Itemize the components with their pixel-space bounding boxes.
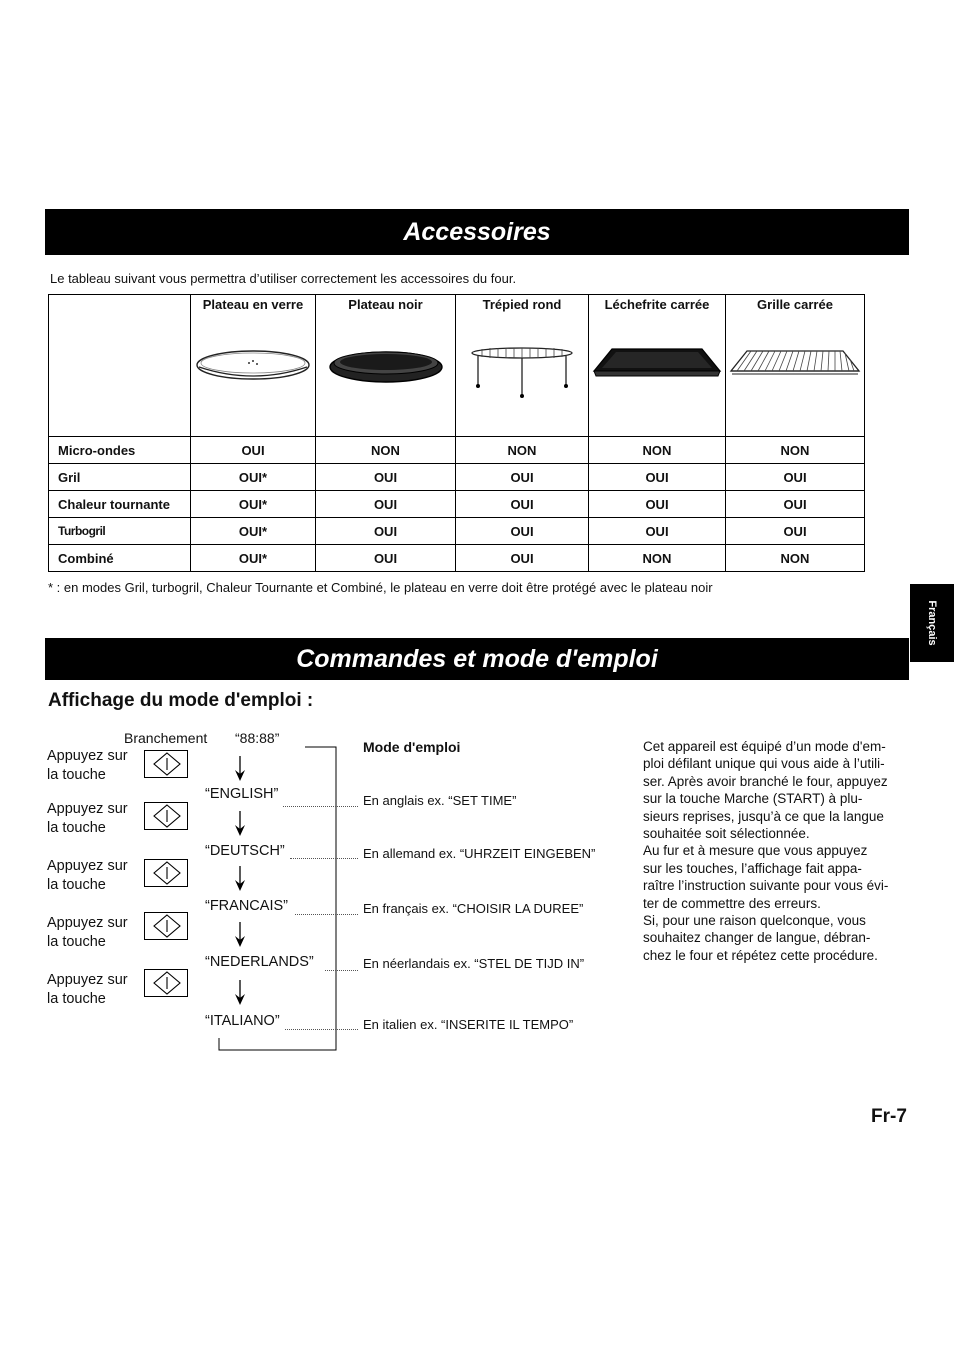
press-text: Appuyez sur: [47, 801, 128, 817]
square-pan-icon: [592, 343, 722, 383]
table-cell: OUI: [456, 491, 589, 518]
start-button[interactable]: [144, 802, 188, 830]
example-deutsch: En allemand ex. “UHRZEIT EINGEBEN”: [363, 846, 596, 861]
description-line: raître l’instruction suivante pour vous évi-: [643, 878, 889, 894]
press-text: la touche: [47, 767, 106, 783]
press-text: Appuyez sur: [47, 972, 128, 988]
table-cell: NON: [316, 437, 456, 464]
dotted-leader: [283, 806, 358, 807]
press-text: Appuyez sur: [47, 748, 128, 764]
commandes-title: Commandes et mode d'emploi: [45, 638, 909, 680]
press-text: Appuyez sur: [47, 915, 128, 931]
description-line: Cet appareil est équipé d’un mode d'em-: [643, 739, 886, 754]
lang-nederlands: “NEDERLANDS”: [205, 954, 314, 970]
col-header: Léchefrite carrée: [604, 297, 710, 312]
press-instruction: [47, 800, 128, 838]
col-plateau-noir: [316, 295, 456, 437]
col-trepied-rond: [456, 295, 589, 437]
example-english: En anglais ex. “SET TIME”: [363, 793, 517, 808]
table-cell: OUI: [316, 491, 456, 518]
table-cell: NON: [726, 545, 865, 572]
down-arrow-icon: [233, 811, 247, 837]
display-initial: “88:88”: [235, 730, 280, 746]
table-cell: OUI: [589, 491, 726, 518]
down-arrow-icon: [233, 922, 247, 948]
accessoires-title: Accessoires: [45, 209, 909, 255]
table-footnote: * : en modes Gril, turbogril, Chaleur Tournante et Combiné, le plateau en verre doit être protégé avec le plateau noir: [48, 580, 713, 595]
round-rack-icon: [468, 343, 576, 399]
mode-emploi-header: Mode d'emploi: [363, 739, 461, 755]
down-arrow-icon: [233, 980, 247, 1006]
table-cell: OUI: [726, 518, 865, 545]
down-arrow-icon: [233, 756, 247, 782]
table-row: [49, 437, 865, 464]
table-cell: OUI: [316, 518, 456, 545]
side-tab-label: Français: [926, 600, 938, 646]
start-diamond-icon: [151, 860, 183, 886]
square-grill-icon: [729, 343, 861, 383]
black-tray-icon: [328, 343, 444, 387]
table-row: [49, 464, 865, 491]
table-cell: OUI*: [191, 491, 316, 518]
table-cell: OUI: [316, 464, 456, 491]
lang-english: “ENGLISH”: [205, 786, 279, 802]
table-cell: OUI: [456, 518, 589, 545]
dotted-leader: [325, 970, 358, 971]
start-diamond-icon: [151, 803, 183, 829]
dotted-leader: [285, 1029, 358, 1030]
description-line: souhaitée soit sélectionnée.: [643, 826, 810, 842]
table-cell: OUI*: [191, 518, 316, 545]
col-header: Plateau noir: [348, 297, 423, 312]
table-cell: OUI: [726, 491, 865, 518]
page-number: Fr-7: [871, 1106, 907, 1127]
section-subtitle: Affichage du mode d'emploi :: [48, 690, 314, 711]
accessoires-intro: Le tableau suivant vous permettra d’utiliser correctement les accessoires du four.: [50, 271, 517, 286]
row-label: Gril: [49, 464, 191, 491]
description-line: Si, pour une raison quelconque, vous: [643, 913, 866, 929]
language-side-tab: [910, 584, 954, 662]
start-diamond-icon: [151, 751, 183, 777]
table-cell: OUI: [726, 464, 865, 491]
press-instruction: [47, 747, 128, 785]
start-button[interactable]: [144, 750, 188, 778]
col-plateau-verre: [191, 295, 316, 437]
description-line: Au fur et à mesure que vous appuyez: [643, 843, 868, 859]
table-cell: NON: [589, 437, 726, 464]
table-cell: OUI*: [191, 545, 316, 572]
press-text: la touche: [47, 934, 106, 950]
dotted-leader: [290, 858, 358, 859]
press-text: la touche: [47, 991, 106, 1007]
description-line: sur la touche Marche (START) à plu-: [643, 791, 863, 807]
lang-deutsch: “DEUTSCH”: [205, 843, 285, 859]
row-label: Chaleur tournante: [49, 491, 191, 518]
col-grille-carree: [726, 295, 865, 437]
example-nederlands: En néerlandais ex. “STEL DE TIJD IN”: [363, 956, 585, 971]
start-button[interactable]: [144, 859, 188, 887]
col-lechefrite-carree: [589, 295, 726, 437]
press-instruction: [47, 857, 128, 895]
accessories-table: [48, 294, 865, 572]
table-cell: OUI*: [191, 464, 316, 491]
table-cell: OUI: [456, 545, 589, 572]
table-cell: NON: [456, 437, 589, 464]
branchement-label: Branchement: [124, 730, 208, 746]
press-text: Appuyez sur: [47, 858, 128, 874]
start-button[interactable]: [144, 969, 188, 997]
table-cell: OUI: [191, 437, 316, 464]
press-text: la touche: [47, 877, 106, 893]
example-italiano: En italien ex. “INSERITE IL TEMPO”: [363, 1017, 574, 1032]
start-diamond-icon: [151, 913, 183, 939]
col-header: Trépied rond: [482, 297, 562, 312]
table-corner: [49, 295, 191, 437]
description-line: ter de commettre des erreurs.: [643, 895, 821, 911]
description-line: ploi défilant unique qui vous aide à l’utili-: [643, 756, 885, 772]
example-francais: En français ex. “CHOISIR LA DUREE”: [363, 901, 584, 916]
row-label: Micro-ondes: [49, 437, 191, 464]
row-label: Combiné: [49, 545, 191, 572]
lang-francais: “FRANCAIS”: [205, 898, 288, 914]
col-header: Grille carrée: [757, 297, 833, 312]
table-row: [49, 545, 865, 572]
start-button[interactable]: [144, 912, 188, 940]
table-row: [49, 518, 865, 545]
description-line: chez le four et répétez cette procédure.: [643, 947, 878, 963]
lang-italiano: “ITALIANO”: [205, 1013, 280, 1029]
description-paragraph: [643, 738, 911, 964]
press-text: la touche: [47, 820, 106, 836]
table-cell: OUI: [316, 545, 456, 572]
table-row: [49, 491, 865, 518]
row-label: Turbogril: [49, 518, 191, 545]
description-line: sieurs reprises, jusqu’à ce que la langue: [643, 808, 884, 824]
table-cell: OUI: [589, 464, 726, 491]
description-line: ser. Après avoir branché le four, appuyez: [643, 773, 888, 789]
description-line: souhaitez changer de langue, débran-: [643, 930, 871, 946]
table-cell: OUI: [589, 518, 726, 545]
table-cell: OUI: [456, 464, 589, 491]
col-header: Plateau en verre: [202, 297, 304, 312]
down-arrow-icon: [233, 866, 247, 892]
table-cell: NON: [726, 437, 865, 464]
press-instruction: [47, 971, 128, 1009]
description-line: sur les touches, l’affichage fait appa-: [643, 860, 862, 876]
press-instruction: [47, 914, 128, 952]
start-diamond-icon: [151, 970, 183, 996]
table-cell: NON: [589, 545, 726, 572]
glass-tray-icon: [194, 343, 312, 387]
dotted-leader: [295, 914, 358, 915]
